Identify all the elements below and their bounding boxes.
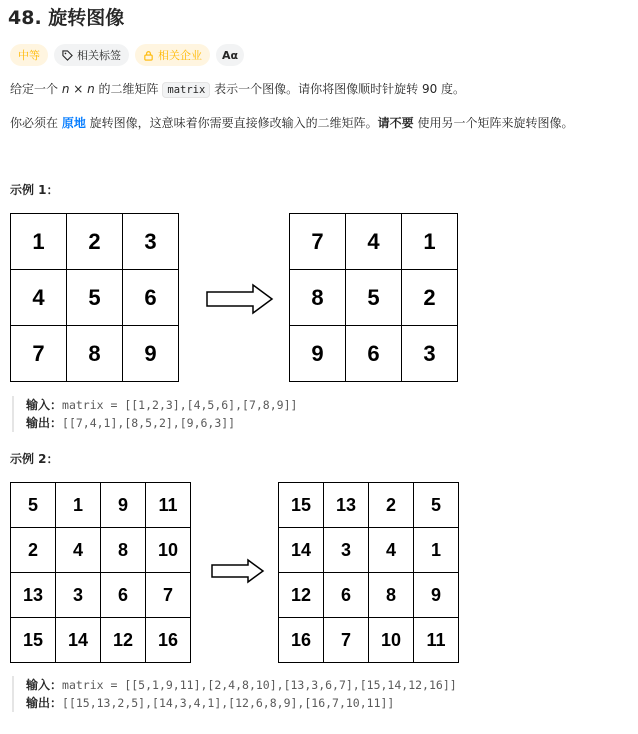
example-2-output-matrix — [278, 482, 459, 663]
matrix-cell: 11 — [146, 483, 191, 528]
matrix-cell: 3 — [123, 214, 179, 270]
output-label: 输出： — [26, 696, 63, 710]
matrix-cell: 15 — [11, 618, 56, 663]
matrix-cell: 3 — [402, 326, 458, 382]
desc-text: 旋转图像，这意味着你需要直接修改输入的二维矩阵。 — [85, 116, 378, 130]
input-label: 输入： — [26, 398, 63, 412]
matrix-row — [279, 528, 459, 573]
example-1-input-matrix — [10, 213, 179, 382]
desc-times: × — [69, 82, 88, 96]
matrix-cell: 9 — [101, 483, 146, 528]
matrix-row — [290, 270, 458, 326]
matrix-row — [290, 326, 458, 382]
topics-tag[interactable] — [54, 44, 129, 66]
in-place-link[interactable]: 原地 — [61, 116, 86, 130]
matrix-cell: 13 — [324, 483, 369, 528]
matrix-row — [11, 270, 179, 326]
translate-button[interactable]: Aα — [216, 44, 244, 66]
example-2-title: 示例 2： — [10, 452, 59, 466]
matrix-cell: 10 — [146, 528, 191, 573]
matrix-cell: 8 — [101, 528, 146, 573]
arrow-right-icon — [205, 283, 275, 315]
matrix-cell: 6 — [346, 326, 402, 382]
desc-text: 你必须在 — [10, 116, 62, 130]
description-paragraph-2 — [10, 114, 574, 131]
matrix-cell: 6 — [324, 573, 369, 618]
input-value: matrix = [[1,2,3],[4,5,6],[7,8,9]] — [62, 398, 298, 412]
matrix-row — [11, 483, 191, 528]
output-label: 输出： — [26, 416, 63, 430]
matrix-cell: 2 — [67, 214, 123, 270]
difficulty-tag[interactable]: 中等 — [10, 44, 48, 66]
matrix-cell: 6 — [101, 573, 146, 618]
matrix-cell: 2 — [369, 483, 414, 528]
matrix-cell: 7 — [324, 618, 369, 663]
matrix-cell: 1 — [56, 483, 101, 528]
example-1-title: 示例 1： — [10, 183, 59, 197]
example-2-io — [12, 676, 457, 712]
inline-code-matrix: matrix — [162, 82, 210, 98]
matrix-cell: 6 — [123, 270, 179, 326]
desc-var-n: n — [61, 82, 70, 96]
matrix-cell: 5 — [67, 270, 123, 326]
matrix-cell: 9 — [123, 326, 179, 382]
matrix-cell: 5 — [11, 483, 56, 528]
desc-emphasis: 请不要 — [377, 116, 414, 130]
matrix-cell: 5 — [346, 270, 402, 326]
matrix-cell: 4 — [56, 528, 101, 573]
matrix-cell: 15 — [279, 483, 324, 528]
arrow-right-icon — [210, 558, 266, 584]
matrix-cell: 14 — [279, 528, 324, 573]
matrix-cell: 16 — [279, 618, 324, 663]
desc-text: 使用另一个矩阵来旋转图像。 — [413, 116, 574, 130]
matrix-row — [279, 618, 459, 663]
lock-icon — [143, 50, 154, 61]
desc-text: 的二维矩阵 — [94, 82, 163, 96]
matrix-cell: 9 — [290, 326, 346, 382]
tag-bar — [10, 44, 244, 66]
tag-icon — [62, 50, 73, 61]
matrix-cell: 14 — [56, 618, 101, 663]
matrix-cell: 4 — [346, 214, 402, 270]
desc-text: 给定一个 — [10, 82, 62, 96]
matrix-cell: 12 — [101, 618, 146, 663]
example-1-io — [12, 396, 297, 432]
matrix-cell: 9 — [414, 573, 459, 618]
matrix-cell: 3 — [56, 573, 101, 618]
matrix-cell: 7 — [290, 214, 346, 270]
companies-tag[interactable] — [135, 44, 210, 66]
matrix-cell: 1 — [11, 214, 67, 270]
input-value: matrix = [[5,1,9,11],[2,4,8,10],[13,3,6,7],[15,14,12,16]] — [62, 678, 457, 692]
matrix-cell: 7 — [11, 326, 67, 382]
example-2-input-matrix — [10, 482, 191, 663]
matrix-cell: 13 — [11, 573, 56, 618]
matrix-cell: 2 — [402, 270, 458, 326]
problem-title: 48. 旋转图像 — [8, 7, 125, 29]
matrix-cell: 7 — [146, 573, 191, 618]
matrix-cell: 16 — [146, 618, 191, 663]
matrix-cell: 8 — [369, 573, 414, 618]
input-label: 输入： — [26, 678, 63, 692]
example-1-output-matrix — [289, 213, 458, 382]
matrix-row — [11, 573, 191, 618]
output-value: [[15,13,2,5],[14,3,4,1],[12,6,8,9],[16,7,10,11]] — [62, 696, 395, 710]
matrix-cell: 2 — [11, 528, 56, 573]
matrix-cell: 1 — [414, 528, 459, 573]
matrix-cell: 12 — [279, 573, 324, 618]
matrix-cell: 1 — [402, 214, 458, 270]
topics-tag-label: 相关标签 — [77, 49, 121, 62]
companies-tag-label: 相关企业 — [158, 49, 202, 62]
description-paragraph-1 — [10, 80, 465, 97]
matrix-row — [290, 214, 458, 270]
desc-var-n: n — [87, 82, 95, 96]
matrix-cell: 5 — [414, 483, 459, 528]
desc-text: 表示一个图像。请你将图像顺时针旋转 90 度。 — [210, 82, 466, 96]
matrix-cell: 3 — [324, 528, 369, 573]
matrix-row — [279, 483, 459, 528]
matrix-cell: 8 — [67, 326, 123, 382]
matrix-cell: 4 — [11, 270, 67, 326]
matrix-cell: 10 — [369, 618, 414, 663]
matrix-row — [11, 618, 191, 663]
matrix-cell: 4 — [369, 528, 414, 573]
output-value: [[7,4,1],[8,5,2],[9,6,3]] — [62, 416, 236, 430]
matrix-cell: 8 — [290, 270, 346, 326]
matrix-row — [279, 573, 459, 618]
matrix-row — [11, 528, 191, 573]
matrix-cell: 11 — [414, 618, 459, 663]
matrix-row — [11, 214, 179, 270]
matrix-row — [11, 326, 179, 382]
